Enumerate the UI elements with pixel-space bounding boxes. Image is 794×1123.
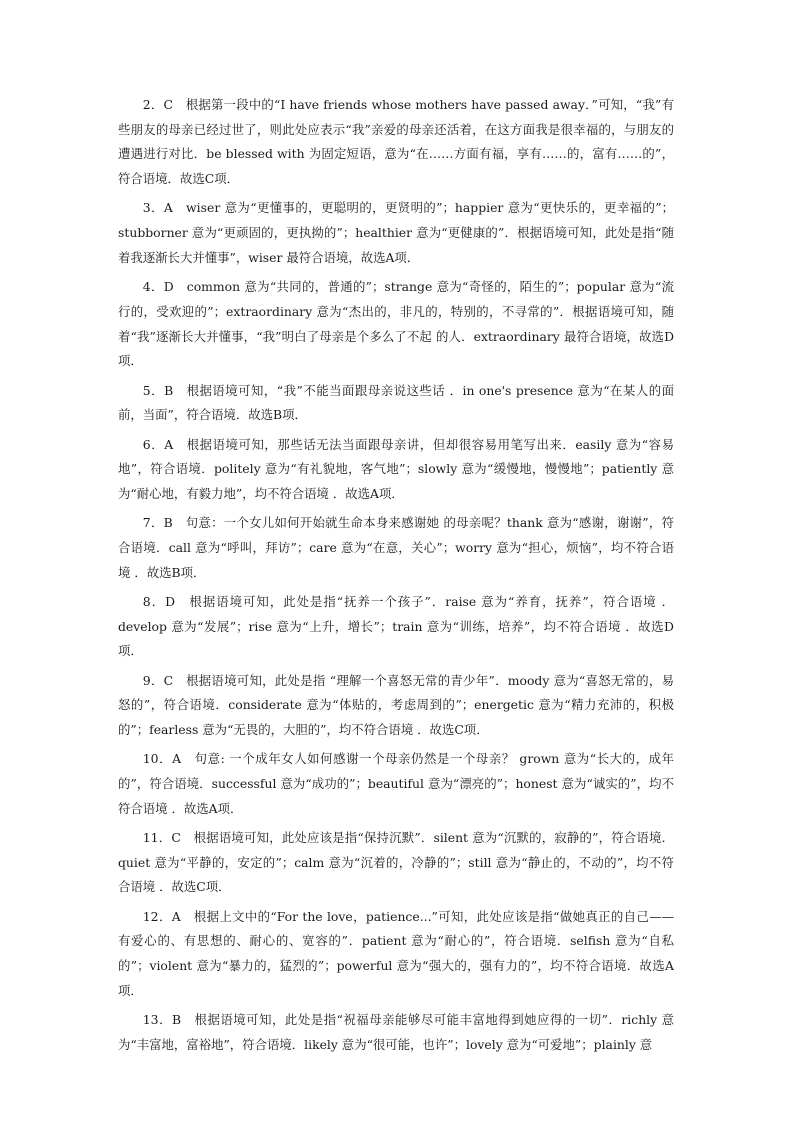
answer-explanations xyxy=(118,93,674,1062)
explanation-paragraph-13: 13．B 根据语境可知，此处是指“祝福母亲能够尽可能丰富地得到她应得的一切”．richly 意为“丰富地，富裕地”，符合语境．likely 意为“很可能，也许”；lovely 意为“可爱地”；plainly 意 xyxy=(118,1012,674,1052)
explanation-paragraph-5: 5．B 根据语境可知，“我”不能当面跟母亲说这些话 ．in one's presence 意为“在某人的面前，当面”，符合语境．故选B项． xyxy=(118,382,674,423)
explanation-paragraph-8: 8．D 根据语境可知，此处是指“抚养一个孩子”．raise 意为“养育，抚养”，符合语境 ．develop 意为“发展”；rise 意为“上升，增长”；train 意为“训练，培养”，均不符合语境 ．故选D项． xyxy=(118,593,674,659)
explanation-paragraph-6: 6．A 根据语境可知，那些话无法当面跟母亲讲，但却很容易用笔写出来．easily 意为“容易地”，符合语境．politely 意为“有礼貌地，客气地”；slowly 意为“缓慢地，慢慢地”；patiently 意为“耐心地，有毅力地”，均不符合语境 ．故选A项． xyxy=(118,436,674,501)
explanation-paragraph-3: 3．A wiser 意为“更懂事的，更聪明的，更贤明的”；happier 意为“更快乐的，更幸福的”；stubborner 意为“更顽固的，更执拗的”；healthier 意为“更健康的”．根据语境可知，此处是指“随着我逐渐长大并懂事”，wiser 最符合语境，故选A项． xyxy=(118,200,674,265)
explanation-paragraph-9: 9．C 根据语境可知，此处是指 “理解一个喜怒无常的青少年”．moody 意为“喜怒无常的，易怒的”，符合语境．considerate 意为“体贴的，考虑周到的”；energetic 意为“精力充沛的，积极的”；fearless 意为“无畏的，大胆的”，均不符合语境 ．故选C项． xyxy=(118,672,674,738)
explanation-paragraph-11: 11．C 根据语境可知，此处应该是指“保持沉默”．silent 意为“沉默的，寂静的”，符合语境．quiet 意为“平静的，安定的”；calm 意为“沉着的，冷静的”；still 意为“静止的，不动的”，均不符合语境 ．故选C项． xyxy=(118,830,674,895)
explanation-paragraph-10: 10．A 句意: 一个成年女人如何感谢一个母亲仍然是一个母亲？ grown 意为“长大的，成年的”，符合语境．successful 意为“成功的”；beautiful 意为“漂亮的”；honest 意为“诚实的”，均不符合语境 ．故选A项． xyxy=(118,751,674,816)
explanation-paragraph-7: 7．B 句意：一个女儿如何开始就生命本身来感谢她 的母亲呢？thank 意为“感谢，谢谢”，符合语境．call 意为“呼叫，拜访”；care 意为“在意，关心”；worry 意为“担心，烦恼”，均不符合语境 ．故选B项． xyxy=(118,515,674,580)
explanation-paragraph-2: 2．C 根据第一段中的“I have friends whose mothers have passed away．”可知，“我”有些朋友的母亲已经过世了，则此处应表示“我”亲爱的母亲还活着，在这方面我是很幸福的，与朋友的遭遇进行对比．be blessed with 为固定短语，意为“在……方面有福，享有……的，富有……的”，符合语境．故选C项． xyxy=(118,97,674,187)
explanation-paragraph-4: 4．D common 意为“共同的，普通的”；strange 意为“奇怪的，陌生的”；popular 意为“流行的，受欢迎的”；extraordinary 意为“杰出的，非凡的，特别的，不寻常的”．根据语境可知，随着“我”逐渐长大并懂事，“我”明白了母亲是个多么了不起 的人．extraordinary 最符合语境，故选D项． xyxy=(118,279,674,369)
explanation-paragraph-12: 12．A 根据上文中的“For the love，patience...”可知，此处应该是指“做她真正的自己——有爱心的、有思想的、耐心的、宽容的”．patient 意为“耐心的”，符合语境．selfish 意为“自私的”；violent 意为“暴力的，猛烈的”；powerful 意为“强大的，强有力的”，均不符合语境．故选A项． xyxy=(118,908,674,998)
